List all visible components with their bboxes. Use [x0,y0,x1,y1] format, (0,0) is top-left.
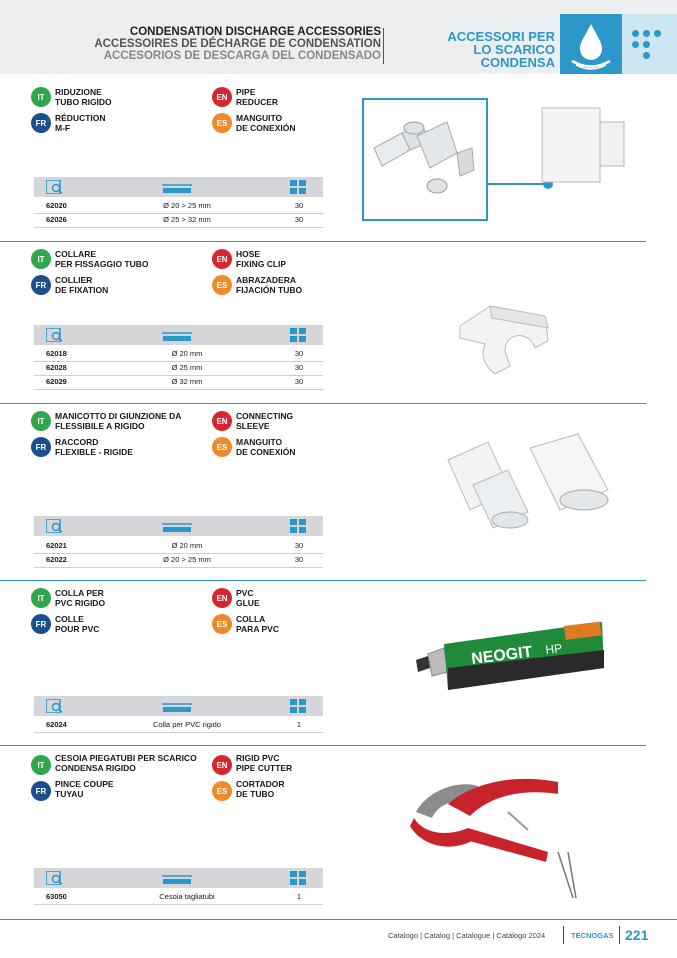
row-desc: Ø 20 mm [171,541,203,550]
magnifier-icon [46,699,66,713]
label-it: RIDUZIONE TUBO RIGIDO [55,87,112,107]
label-es: ABRAZADERA FIJACIÓN TUBO [236,275,303,295]
label-fr: PINCE COUPE TUYAU [55,779,114,799]
category-line-1: ACCESSORI PER [447,29,555,44]
table-header [34,516,323,536]
label-en: CONNECTING SLEEVE [236,411,294,431]
table-row [34,553,323,568]
row-code: 62029 [46,377,67,386]
label-es: COLLA PARA PVC [236,614,279,634]
row-desc: Cesoia tagliatubi [159,892,215,901]
logo-dot [632,30,639,37]
row-code: 62018 [46,349,67,358]
product-image-glue-tube [414,620,606,695]
badge-it: IT [31,755,51,775]
row-desc: Colla per PVC rigido [153,720,221,729]
logo-dot [632,41,639,48]
label-fr: RÉDUCTION M-F [55,113,106,133]
label-en: PVC GLUE [236,588,260,608]
label-fr: COLLIER DE FIXATION [55,275,109,295]
row-desc: Ø 25 mm [171,363,203,372]
badge-en: EN [212,755,232,775]
category-icon-box [560,14,622,74]
label-en: RIGID PVC PIPE CUTTER [236,753,293,773]
logo-dot [643,30,650,37]
footer-catalog-text: Catalogo | Catalog | Catalogue | Catálogo 2024 [388,931,546,940]
badge-fr: FR [31,437,51,457]
row-code: 62020 [46,201,67,210]
label-it: COLLARE PER FISSAGGIO TUBO [55,249,149,269]
row-qty: 1 [296,892,302,901]
row-code: 62026 [46,215,67,224]
row-qty: 30 [294,201,304,210]
label-es: MANGUITO DE CONEXIÓN [236,113,296,133]
section-divider [0,580,646,581]
label-it: CESOIA PIEGATUBI PER SCARICO CONDENSA RIGIDO [55,753,197,773]
badge-fr: FR [31,614,51,634]
measure-icon [162,180,192,194]
section-divider [0,241,646,242]
label-fr: RACCORD FLEXIBLE - RIGIDE [55,437,133,457]
title-fr: ACCESSOIRES DE DÉCHARGE DE CONDENSATION [94,38,381,50]
magnifier-icon [46,871,66,885]
badge-it: IT [31,87,51,107]
title-es: ACCESORIOS DE DESCARGA DEL CONDENSADO [103,50,381,62]
row-code: 62028 [46,363,67,372]
label-en: PIPE REDUCER [236,87,279,107]
footer-brand: TECNOGAS [571,931,614,940]
row-desc: Ø 32 mm [171,377,203,386]
table-header [34,325,323,345]
table-row [34,347,323,362]
row-qty: 30 [294,363,304,372]
table-header [34,177,323,197]
water-drop-icon [560,14,622,74]
boxes-icon [288,871,308,885]
table-row [34,375,323,390]
badge-en: EN [212,411,232,431]
page-number: 221 [625,927,649,943]
row-qty: 30 [294,541,304,550]
label-it: MANICOTTO DI GIUNZIONE DA FLESSIBILE A RIGIDO [55,411,182,431]
title-it: CONDENSATION DISCHARGE ACCESSORIES [129,26,381,38]
logo-dot [643,52,650,59]
badge-it: IT [31,411,51,431]
table-row [34,199,323,214]
badge-es: ES [212,437,232,457]
magnifier-icon [46,180,66,194]
row-qty: 1 [296,720,302,729]
badge-es: ES [212,113,232,133]
badge-it: IT [31,588,51,608]
row-desc: Ø 20 > 25 mm [163,555,211,564]
header-separator [383,28,384,64]
category-line-2: LO SCARICO CONDENSA [473,42,555,70]
footer-separator [563,926,564,944]
table-row [34,213,323,228]
table-header [34,696,323,716]
badge-en: EN [212,87,232,107]
magnifier-icon [46,519,66,533]
header-titles [94,26,381,62]
badge-es: ES [212,275,232,295]
table-row [34,539,323,554]
section-divider [0,745,646,746]
row-code: 62021 [46,541,67,550]
row-desc: Ø 20 mm [171,349,203,358]
dots-logo-box [622,14,677,74]
label-fr: COLLE POUR PVC [55,614,100,634]
row-qty: 30 [294,349,304,358]
boxes-icon [288,519,308,533]
product-image-pipe-cutter [408,772,580,902]
footer-line [0,919,677,920]
logo-dot [654,30,661,37]
table-row [34,890,323,905]
row-code: 63050 [46,892,67,901]
badge-it: IT [31,249,51,269]
label-it: COLLA PER PVC RIGIDO [55,588,106,608]
table-row [34,361,323,376]
magnifier-icon [46,328,66,342]
row-code: 62022 [46,555,67,564]
label-en: HOSE FIXING CLIP [236,249,287,269]
product-image-reducer [362,98,646,222]
row-qty: 30 [294,377,304,386]
product-image-clip [450,286,560,382]
badge-es: ES [212,781,232,801]
badge-es: ES [212,614,232,634]
badge-fr: FR [31,113,51,133]
table-header [34,868,323,888]
row-desc: Ø 20 > 25 mm [163,201,211,210]
row-qty: 30 [294,215,304,224]
category-title [405,30,555,69]
glue-brand-name: NEOGIT [470,643,534,668]
badge-fr: FR [31,781,51,801]
footer-separator [619,926,620,944]
badge-fr: FR [31,275,51,295]
boxes-icon [288,328,308,342]
measure-icon [162,699,192,713]
measure-icon [162,871,192,885]
measure-icon [162,328,192,342]
glue-brand-suffix: HP [544,641,563,657]
row-qty: 30 [294,555,304,564]
section-divider [0,403,646,404]
boxes-icon [288,699,308,713]
badge-en: EN [212,588,232,608]
boxes-icon [288,180,308,194]
measure-icon [162,519,192,533]
row-code: 62024 [46,720,67,729]
table-row [34,718,323,733]
row-desc: Ø 25 > 32 mm [163,215,211,224]
product-image-sleeve [438,430,618,540]
badge-en: EN [212,249,232,269]
label-es: MANGUITO DE CONEXIÓN [236,437,296,457]
label-es: CORTADOR DE TUBO [236,779,285,799]
logo-dot [643,41,650,48]
